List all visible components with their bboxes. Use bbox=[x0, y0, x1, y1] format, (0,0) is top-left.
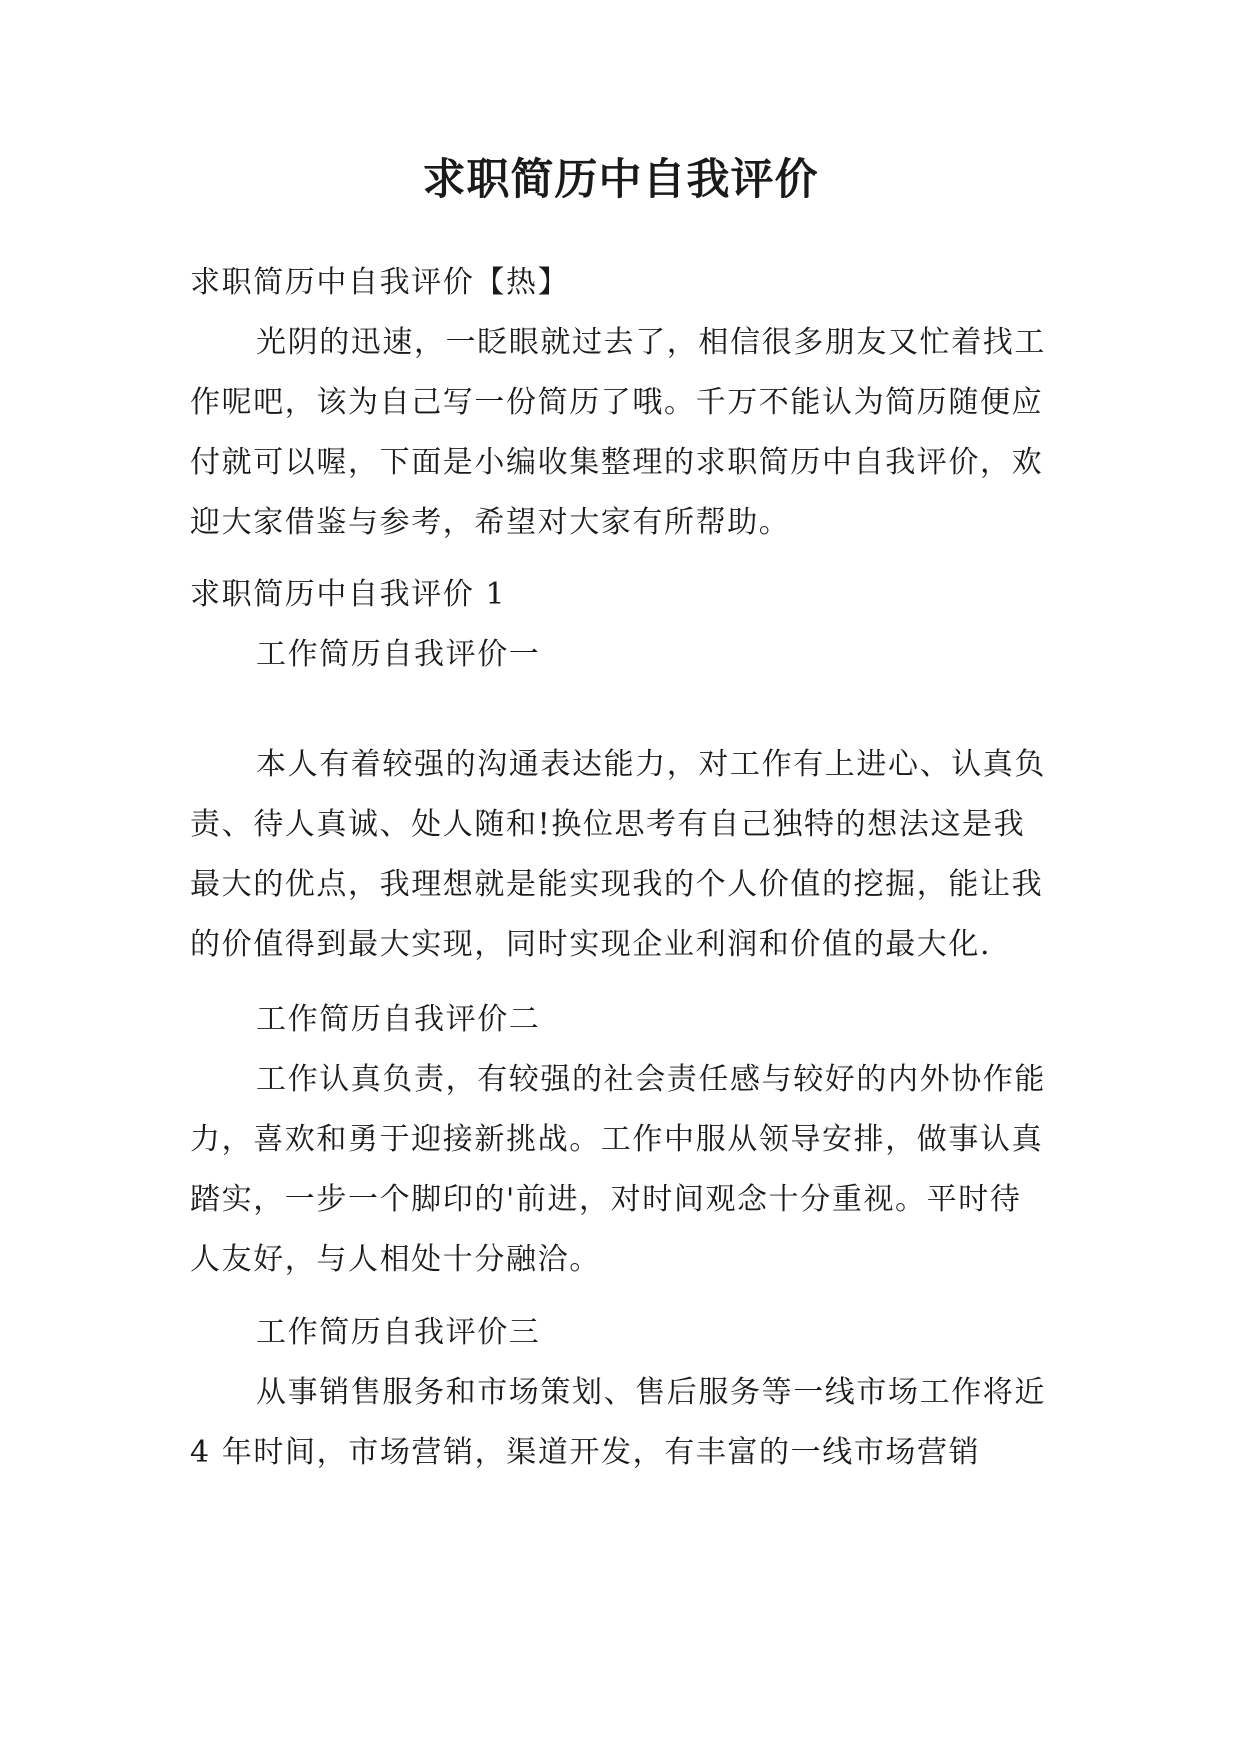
item-paragraph-1: 本人有着较强的沟通表达能力，对工作有上进心、认真负责、待人真诚、处人随和!换位思考有自己独特的想法这是我最大的优点，我理想就是能实现我的个人价值的挖掘，能让我的价值得到最大实现，同时实现企业利润和价值的最大化. bbox=[190, 747, 1046, 962]
item-paragraph-3: 从事销售服务和市场策划、售后服务等一线市场工作将近 4 年时间，市场营销，渠道开发，有丰富的一线市场营销 bbox=[190, 1375, 1046, 1470]
page-title: 求职简历中自我评价 bbox=[422, 155, 819, 205]
item-heading-3: 工作简历自我评价三 bbox=[256, 1315, 541, 1350]
item-paragraph-2: 工作认真负责，有较强的社会责任感与较好的内外协作能力，喜欢和勇于迎接新挑战。工作中服从领导安排，做事认真踏实，一步一个脚印的'前进，对时间观念十分重视。平时待人友好，与人相处十分融洽。 bbox=[190, 1062, 1046, 1277]
subtitle: 求职简历中自我评价【热】 bbox=[190, 265, 570, 300]
section-heading: 求职简历中自我评价 1 bbox=[190, 577, 507, 612]
item-heading-1: 工作简历自我评价一 bbox=[256, 637, 541, 672]
intro-paragraph: 光阴的迅速，一眨眼就过去了，相信很多朋友又忙着找工作呢吧，该为自己写一份简历了哦。千万不能认为简历随便应付就可以喔，下面是小编收集整理的求职简历中自我评价，欢迎大家借鉴与参考，希望对大家有所帮助。 bbox=[190, 325, 1046, 540]
item-heading-2: 工作简历自我评价二 bbox=[256, 1002, 541, 1037]
